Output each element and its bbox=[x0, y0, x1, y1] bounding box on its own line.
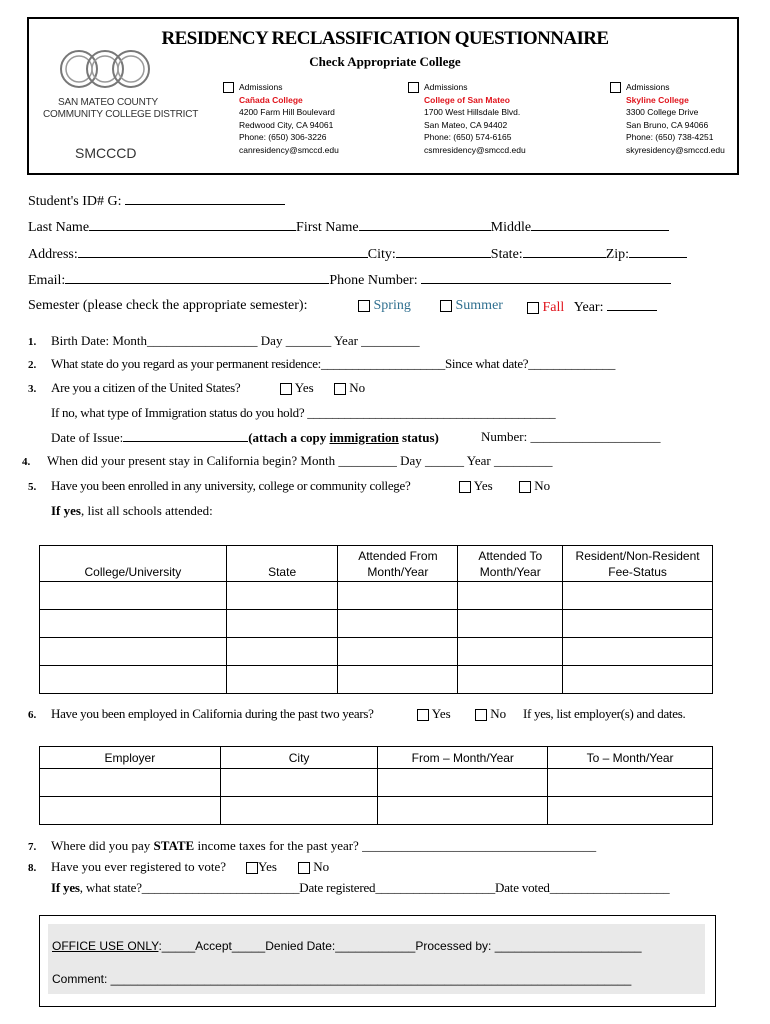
q3-citizen-question: Are you a citizen of the United States? bbox=[51, 380, 241, 395]
q7-text-post: income taxes for the past year? ____________________________________ bbox=[194, 838, 597, 853]
middle-input[interactable] bbox=[531, 218, 669, 231]
table-cell[interactable] bbox=[338, 582, 458, 610]
table-cell[interactable] bbox=[40, 769, 221, 797]
student-id-input[interactable] bbox=[125, 192, 285, 205]
col-employer: Employer bbox=[40, 747, 221, 769]
college-address-1: 3300 College Drive bbox=[626, 107, 699, 117]
q8-yes-label: Yes bbox=[258, 859, 277, 874]
q3-yes-option bbox=[280, 380, 314, 396]
col-city: City bbox=[220, 747, 378, 769]
phone-input[interactable] bbox=[421, 271, 671, 284]
college-canada bbox=[239, 81, 339, 156]
table-cell[interactable] bbox=[226, 666, 338, 694]
q5-if-yes-text: , list all schools attended: bbox=[80, 503, 213, 518]
q5-no-option bbox=[519, 478, 550, 494]
college-skyline bbox=[626, 81, 725, 156]
q5-yes-option bbox=[459, 478, 493, 494]
q6-yes-option bbox=[417, 706, 451, 722]
q7-state-bold: STATE bbox=[153, 838, 195, 853]
q8-no-checkbox[interactable] bbox=[298, 862, 310, 874]
canada-checkbox[interactable] bbox=[223, 82, 234, 93]
fall-option bbox=[527, 298, 657, 316]
summer-checkbox[interactable] bbox=[440, 300, 452, 312]
q3-immigration-status[interactable]: If no, what type of Immigration status do you hold? ________________________________________ bbox=[51, 405, 556, 420]
fall-label: Fall bbox=[542, 300, 565, 315]
table-cell[interactable] bbox=[40, 638, 227, 666]
first-name-input[interactable] bbox=[359, 218, 491, 231]
city-input[interactable] bbox=[396, 245, 491, 258]
email-row bbox=[28, 271, 671, 289]
form-title: RESIDENCY RECLASSIFICATION QUESTIONNAIRE bbox=[161, 28, 609, 49]
office-use-shaded bbox=[48, 924, 705, 994]
q4-california-stay[interactable]: When did your present stay in California begin? Month _________ Day ______ Year _________ bbox=[47, 453, 553, 468]
district-name bbox=[43, 97, 199, 121]
table-cell[interactable] bbox=[40, 610, 227, 638]
table-row bbox=[40, 797, 713, 825]
schools-table-header bbox=[40, 546, 713, 582]
q2-permanent-residence[interactable]: What state do you regard as your permanent residence:____________________Since what date?______________ bbox=[51, 356, 616, 371]
city-label: City: bbox=[367, 247, 396, 262]
table-cell[interactable] bbox=[378, 797, 548, 825]
q7-text-pre: Where did you pay bbox=[51, 838, 154, 853]
col-from: From – Month/Year bbox=[378, 747, 548, 769]
q5-no-checkbox[interactable] bbox=[519, 481, 531, 493]
table-cell[interactable] bbox=[563, 666, 713, 694]
q5-number: 5. bbox=[28, 481, 37, 493]
fall-checkbox[interactable] bbox=[527, 302, 539, 314]
q3-no-label: No bbox=[349, 380, 366, 395]
table-cell[interactable] bbox=[226, 610, 338, 638]
table-cell[interactable] bbox=[40, 582, 227, 610]
college-email: csmresidency@smccd.edu bbox=[424, 144, 526, 155]
col-state: State bbox=[226, 546, 338, 582]
college-address-1: 1700 West Hillsdale Blvd. bbox=[424, 107, 521, 117]
address-input[interactable] bbox=[78, 245, 368, 258]
attach-copy-label: (attach a copy bbox=[248, 430, 327, 445]
address-row bbox=[28, 245, 687, 263]
phone-label: Phone Number: bbox=[329, 273, 418, 288]
q3-no-checkbox[interactable] bbox=[334, 383, 346, 395]
student-id-row bbox=[28, 192, 285, 210]
col-attended-from: Attended From Month/Year bbox=[338, 546, 458, 582]
q6-if-yes-text: If yes, list employer(s) and dates. bbox=[523, 706, 686, 721]
q8-number: 8. bbox=[28, 862, 37, 874]
college-phone: Phone: (650) 738-4251 bbox=[626, 132, 714, 142]
table-cell[interactable] bbox=[338, 610, 458, 638]
table-row bbox=[40, 638, 713, 666]
q5-enrolled-question: Have you been enrolled in any university, college or community college? bbox=[51, 478, 411, 493]
q3-date-of-issue-row bbox=[51, 429, 439, 446]
college-name: Cañada College bbox=[239, 94, 303, 105]
q6-employed-question: Have you been employed in California during the past two years? bbox=[51, 706, 374, 721]
table-cell[interactable] bbox=[563, 582, 713, 610]
immigration-label: immigration bbox=[329, 430, 399, 445]
q6-no-checkbox[interactable] bbox=[475, 709, 487, 721]
q6-yes-checkbox[interactable] bbox=[417, 709, 429, 721]
student-id-label: Student's ID# G: bbox=[28, 194, 122, 209]
table-cell[interactable] bbox=[458, 666, 563, 694]
table-cell[interactable] bbox=[338, 666, 458, 694]
form-header bbox=[27, 17, 739, 175]
form-subtitle: Check Appropriate College bbox=[309, 54, 461, 69]
middle-label: Middle bbox=[490, 220, 532, 235]
skyline-checkbox[interactable] bbox=[610, 82, 621, 93]
college-san-mateo bbox=[424, 81, 526, 156]
col-to: To – Month/Year bbox=[548, 747, 713, 769]
year-input[interactable] bbox=[607, 298, 657, 311]
q3-number-field[interactable]: Number: ____________________ bbox=[481, 429, 661, 444]
col-fee-status: Resident/Non-Resident Fee-Status bbox=[563, 546, 713, 582]
college-name: College of San Mateo bbox=[424, 94, 510, 105]
table-row bbox=[40, 610, 713, 638]
college-address-2: San Mateo, CA 94402 bbox=[424, 119, 508, 130]
table-cell[interactable] bbox=[220, 797, 378, 825]
college-address-2: San Bruno, CA 94066 bbox=[626, 119, 709, 130]
college-name: Skyline College bbox=[626, 94, 689, 105]
college-email: skyresidency@smccd.edu bbox=[626, 144, 725, 155]
table-row bbox=[40, 769, 713, 797]
q6-yes-label: Yes bbox=[431, 706, 451, 721]
spring-label: Spring bbox=[373, 298, 411, 313]
semester-options bbox=[358, 298, 411, 314]
college-dept: Admissions bbox=[239, 82, 283, 92]
college-phone: Phone: (650) 574-6165 bbox=[424, 132, 512, 142]
date-of-issue-label: Date of Issue: bbox=[51, 430, 124, 445]
table-cell[interactable] bbox=[40, 666, 227, 694]
table-cell[interactable] bbox=[226, 582, 338, 610]
q4-number: 4. bbox=[22, 456, 31, 468]
q3-yes-label: Yes bbox=[294, 380, 314, 395]
q7-number: 7. bbox=[28, 841, 37, 853]
csm-checkbox[interactable] bbox=[408, 82, 419, 93]
q8-yes-option bbox=[246, 859, 277, 875]
q5-yes-label: Yes bbox=[473, 478, 493, 493]
table-cell[interactable] bbox=[548, 769, 713, 797]
status-label: status) bbox=[402, 430, 439, 445]
q2-number: 2. bbox=[28, 359, 37, 371]
schools-table bbox=[39, 545, 713, 694]
table-row bbox=[40, 582, 713, 610]
email-label: Email: bbox=[28, 273, 66, 288]
q8-if-yes[interactable] bbox=[51, 880, 669, 896]
table-cell[interactable] bbox=[40, 797, 221, 825]
q8-no-label: No bbox=[313, 859, 330, 874]
employer-table-header bbox=[40, 747, 713, 769]
last-name-input[interactable] bbox=[89, 218, 296, 231]
last-name-label: Last Name bbox=[28, 220, 90, 235]
summer-label: Summer bbox=[455, 298, 503, 313]
q5-yes-checkbox[interactable] bbox=[459, 481, 471, 493]
semester-row bbox=[28, 298, 307, 314]
college-dept: Admissions bbox=[626, 82, 670, 92]
college-address-2: Redwood City, CA 94061 bbox=[239, 119, 334, 130]
year-label: Year: bbox=[573, 300, 604, 315]
college-phone: Phone: (650) 306-3226 bbox=[239, 132, 327, 142]
q3-number: 3. bbox=[28, 383, 37, 395]
district-line-2: COMMUNITY COLLEGE DISTRICT bbox=[43, 109, 199, 120]
q5-if-yes-bold: If yes bbox=[51, 503, 81, 518]
q1-number: 1. bbox=[28, 336, 37, 348]
employer-table bbox=[39, 746, 713, 825]
name-row bbox=[28, 218, 669, 236]
college-dept: Admissions bbox=[424, 82, 468, 92]
q8-no-option bbox=[298, 859, 329, 875]
date-of-issue-input[interactable] bbox=[123, 429, 248, 442]
college-address-1: 4200 Farm Hill Boulevard bbox=[239, 107, 335, 117]
q3-no-option bbox=[334, 380, 365, 396]
office-comment-line[interactable]: Comment: ______________________________________________________________________________ bbox=[52, 972, 632, 986]
table-cell[interactable] bbox=[458, 582, 563, 610]
table-cell[interactable] bbox=[226, 638, 338, 666]
district-line-1: SAN MATEO COUNTY bbox=[58, 97, 158, 108]
q5-if-yes bbox=[51, 503, 213, 519]
office-use-box bbox=[39, 915, 716, 1007]
office-use-label: OFFICE USE ONLY bbox=[52, 939, 159, 953]
table-cell[interactable] bbox=[220, 769, 378, 797]
table-cell[interactable] bbox=[378, 769, 548, 797]
q6-no-label: No bbox=[490, 706, 507, 721]
state-label: State: bbox=[490, 247, 523, 262]
q8-vote-question: Have you ever registered to vote? bbox=[51, 859, 227, 874]
email-input[interactable] bbox=[65, 271, 329, 284]
col-college-university: College/University bbox=[40, 546, 227, 582]
state-input[interactable] bbox=[523, 245, 606, 258]
q1-birth-date[interactable]: Birth Date: Month_________________ Day _______ Year _________ bbox=[51, 333, 420, 348]
table-cell[interactable] bbox=[458, 638, 563, 666]
table-cell[interactable] bbox=[548, 797, 713, 825]
address-label: Address: bbox=[28, 247, 78, 262]
table-row bbox=[40, 666, 713, 694]
q6-number: 6. bbox=[28, 709, 37, 721]
zip-label: Zip: bbox=[605, 247, 630, 262]
table-cell[interactable] bbox=[338, 638, 458, 666]
q7-state-taxes[interactable] bbox=[51, 838, 596, 854]
zip-input[interactable] bbox=[629, 245, 687, 258]
semester-label: Semester (please check the appropriate semester): bbox=[28, 298, 308, 313]
q5-no-label: No bbox=[534, 478, 551, 493]
college-email: canresidency@smccd.edu bbox=[239, 144, 339, 155]
q3-yes-checkbox[interactable] bbox=[280, 383, 292, 395]
col-attended-to: Attended To Month/Year bbox=[458, 546, 563, 582]
q8-if-yes-text: , what state?_________________________Date registered___________________Date voted___________________ bbox=[79, 880, 670, 895]
table-cell[interactable] bbox=[563, 610, 713, 638]
spring-checkbox[interactable] bbox=[358, 300, 370, 312]
table-cell[interactable] bbox=[563, 638, 713, 666]
table-cell[interactable] bbox=[458, 610, 563, 638]
district-abbrev: SMCCCD bbox=[75, 145, 137, 161]
q8-yes-checkbox[interactable] bbox=[246, 862, 258, 874]
office-line-1 bbox=[52, 939, 642, 953]
office-decision-line[interactable]: :_____Accept_____Denied Date:____________Processed by: ______________________ bbox=[158, 939, 642, 953]
summer-option bbox=[440, 298, 503, 314]
q8-if-yes-bold: If yes bbox=[51, 880, 80, 895]
q6-no-option bbox=[475, 706, 506, 722]
first-name-label: First Name bbox=[296, 220, 359, 235]
